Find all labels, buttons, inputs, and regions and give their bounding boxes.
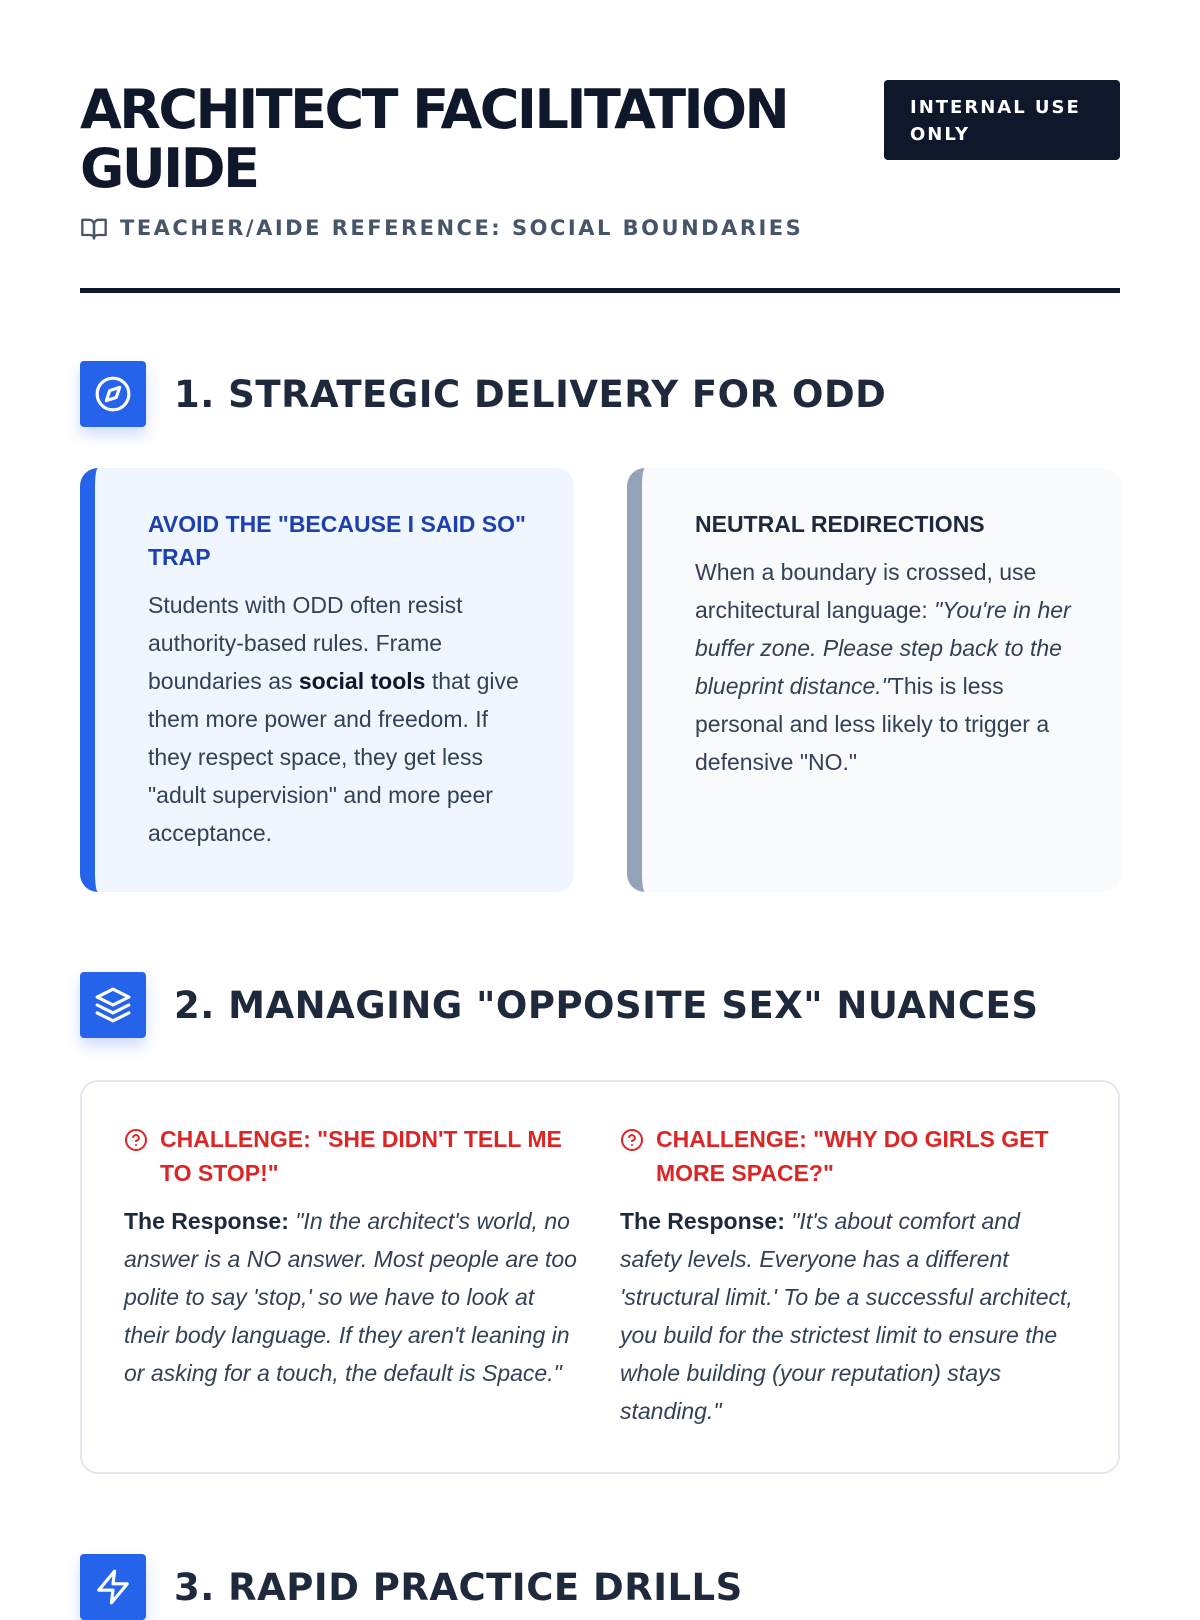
challenge-column bbox=[124, 1122, 580, 1392]
layers-icon bbox=[80, 972, 146, 1038]
card-heading: AVOID THE "BECAUSE I SAID SO" TRAP bbox=[148, 511, 526, 570]
card-text-part: that give them more power and freedom. If they respect space, they get less "adult supervision" and more peer acceptance. bbox=[148, 668, 519, 846]
card-text-part: When a boundary is crossed, use architectural language: bbox=[695, 559, 1037, 623]
page-subtitle bbox=[80, 214, 803, 242]
challenges-box bbox=[80, 1080, 1120, 1474]
page-title: ARCHITECT FACILITATION GUIDE bbox=[80, 78, 788, 200]
lightning-icon bbox=[80, 1554, 146, 1620]
section-3-header bbox=[80, 1554, 743, 1620]
challenge-label: CHALLENGE: "SHE DIDN'T TELL ME TO STOP!" bbox=[160, 1126, 562, 1186]
section-1-title: 1. STRATEGIC DELIVERY FOR ODD bbox=[174, 372, 887, 416]
book-open-icon bbox=[80, 214, 108, 242]
section-2-header bbox=[80, 972, 1038, 1038]
challenge-heading bbox=[124, 1122, 580, 1190]
section-1-header bbox=[80, 361, 886, 427]
neutral-redirection-card bbox=[627, 468, 1121, 892]
card-text-part: This is less personal and less likely to trigger a defensive "NO." bbox=[695, 673, 1050, 775]
subtitle-text: TEACHER/AIDE REFERENCE: SOCIAL BOUNDARIES bbox=[120, 216, 804, 240]
challenge-label: CHALLENGE: "WHY DO GIRLS GET MORE SPACE?" bbox=[656, 1126, 1049, 1186]
section-3-title: 3. RAPID PRACTICE DRILLS bbox=[174, 1565, 743, 1609]
card-text bbox=[148, 586, 536, 852]
response-text: "It's about comfort and safety levels. Everyone has a different 'structural limit.' To be a successful architect, you build for the strictest limit to ensure the whole building (your reputation) stays standing." bbox=[620, 1208, 1073, 1424]
card-text-italic: "You're in her buffer zone. Please step back to the blueprint distance." bbox=[695, 597, 1071, 699]
section-2-title: 2. MANAGING "OPPOSITE SEX" NUANCES bbox=[174, 983, 1039, 1027]
card-text bbox=[695, 553, 1083, 781]
question-circle-icon bbox=[620, 1128, 644, 1152]
response-label: The Response: bbox=[124, 1208, 289, 1234]
challenge-heading bbox=[620, 1122, 1076, 1190]
header-divider bbox=[80, 288, 1120, 293]
challenge-response bbox=[124, 1202, 580, 1392]
header bbox=[80, 78, 1120, 240]
question-circle-icon bbox=[124, 1128, 148, 1152]
challenge-response bbox=[620, 1202, 1076, 1430]
challenge-column bbox=[620, 1122, 1076, 1430]
card-heading: NEUTRAL REDIRECTIONS bbox=[695, 511, 985, 537]
response-text: "In the architect's world, no answer is a NO answer. Most people are too polite to say 'stop,' so we have to look at their body language. If they aren't leaning in or asking for a touch, the default is Space." bbox=[124, 1208, 577, 1386]
odd-tip-card bbox=[80, 468, 574, 892]
card-text-part: Students with ODD often resist authority-based rules. Frame boundaries as bbox=[148, 592, 463, 694]
card-text-bold: social tools bbox=[298, 668, 426, 694]
internal-use-badge: INTERNAL USE ONLY bbox=[884, 80, 1120, 160]
response-label: The Response: bbox=[620, 1208, 785, 1234]
compass-icon bbox=[80, 361, 146, 427]
